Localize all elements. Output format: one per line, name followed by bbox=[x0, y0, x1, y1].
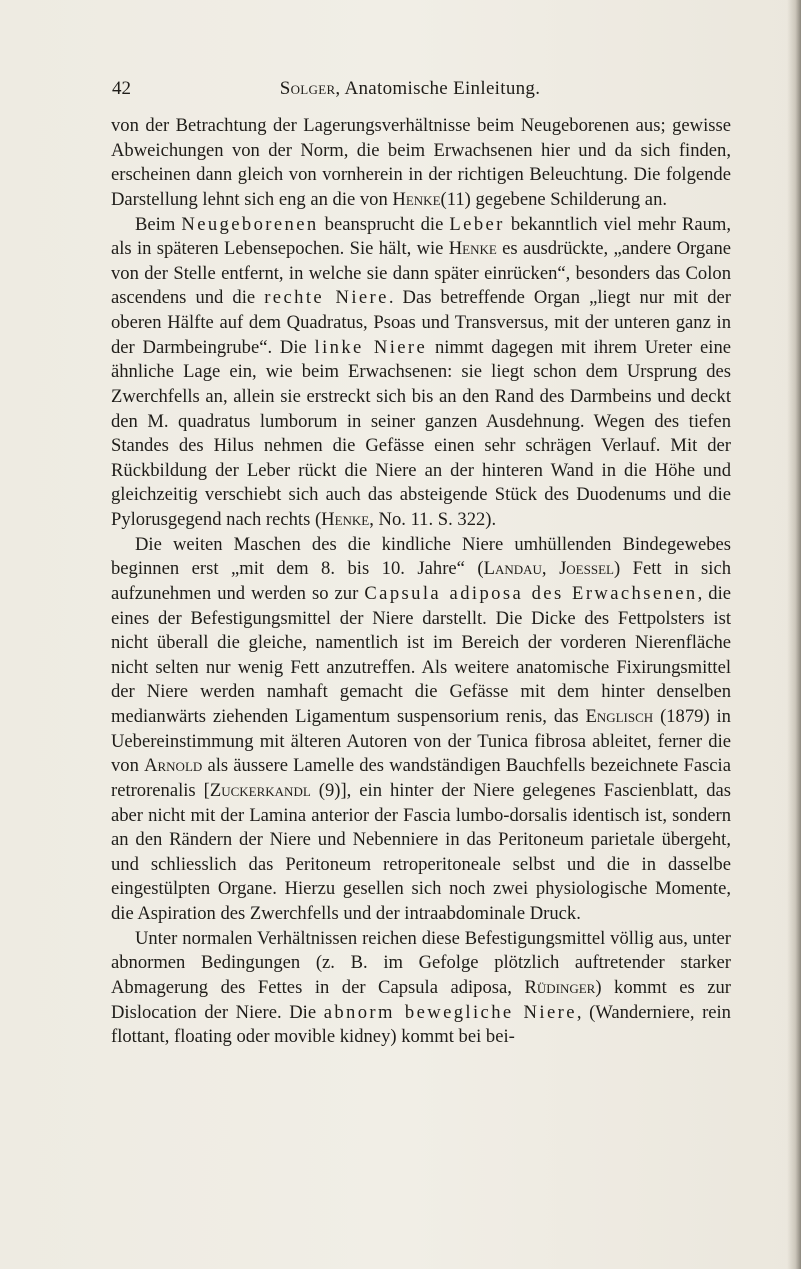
spaced-term: Capsula adiposa des Erwachsenen bbox=[364, 582, 698, 604]
text-span: von der Betrachtung der Lagerungsverhältnisse beim Neugeborenen aus; gewisse Abweichungen von der Norm, die beim Erwachsenen hier und da sich finden, erscheinen dann gleich von vornherein in der richtigen Beleuchtung. Die folgende Darstellung lehnt sich eng an die von bbox=[111, 115, 731, 210]
text-span: Beim bbox=[135, 213, 182, 235]
paragraph-3 bbox=[111, 533, 731, 927]
text-span: , bbox=[541, 558, 560, 580]
spaced-term: abnorm bewegliche Niere bbox=[323, 1001, 577, 1023]
author-ref: Arnold bbox=[144, 755, 203, 777]
page-edge-shadow bbox=[787, 0, 801, 1269]
text-span: , No. 11. S. 322). bbox=[369, 509, 497, 530]
running-header bbox=[100, 78, 720, 106]
running-title bbox=[100, 78, 720, 100]
author-ref: Englisch bbox=[585, 706, 654, 727]
author-ref: Joessel bbox=[559, 558, 614, 580]
text-span: ) kommt es zur Dislocation der Niere. Die bbox=[111, 976, 731, 1023]
author-ref: Rüdinger bbox=[524, 976, 596, 998]
spaced-term: rechte Niere bbox=[264, 287, 389, 309]
text-span: , die eines der Befestigungsmittel der Niere darstellt. Die Dicke des Fettpolsters ist nicht überall die gleiche, namentlich ist im Bereich der vorderen Nierenfläche nicht selten nur wenig Fett anzutreffen. Als weitere anatomische Fixirungsmittel der Niere werden namhaft gemacht die Gefässe mit dem hinter denselben medianwärts ziehenden Ligamentum suspensorium renis, das bbox=[111, 582, 732, 727]
text-span: (1879) in Uebereinstimmung mit älteren Autoren von der Tunica fibrosa ableitet, ferner die von bbox=[111, 706, 731, 777]
text-span: beansprucht die bbox=[318, 213, 450, 235]
author-ref: Landau bbox=[483, 558, 542, 580]
page-number: 42 bbox=[112, 78, 131, 99]
title-rest: , Anatomische Einleitung. bbox=[335, 78, 541, 99]
author-ref: Henke bbox=[392, 188, 441, 210]
text-span: (9)], ein hinter der Niere gelegenes Fascienblatt, das aber nicht mit der Lamina anterior der Fascia lumbo-dorsalis identisch ist, sondern an den Rändern der Niere und Nebenniere in das Peritoneum parietale übergeht, und schliesslich das Peritoneum retroperitoneale selbst und die in dasselbe eingestülpten Organe. Hierzu gesellen sich noch zwei physiologische Momente, die Aspiration des Zwerchfells und der intraabdominale Druck. bbox=[111, 779, 731, 924]
text-span: nimmt dagegen mit ihrem Ureter eine ähnliche Lage ein, wie beim Erwachsenen: sie liegt schon dem Ursprung des Zwerchfells an, allein sie erstreckt sich bis an den Rand des Darmbeins und deckt den M. quadratus lumborum in seiner ganzen Ausdehnung. Wegen des tiefen Standes des Hilus nehmen die Gefässe einen sehr schrägen Verlauf. Mit der Rückbildung der Leber rückt die Niere an der hinteren Wand in die Höhe und gleichzeitig verschiebt sich auch das absteigende Stück des Duodenums und die Pylorusgegend nach rechts ( bbox=[111, 336, 731, 530]
author-name: Solger bbox=[279, 78, 336, 99]
spaced-term: Neugeborenen bbox=[181, 213, 319, 235]
ref-number: (11) bbox=[440, 188, 471, 210]
spaced-term: linke Niere bbox=[314, 336, 428, 358]
text-span: , (Wanderniere, rein flottant, floating oder movible kidney) kommt bei bei- bbox=[111, 1001, 731, 1048]
author-ref: Zuckerkandl bbox=[209, 779, 311, 801]
text-span: Die weiten Maschen des die kindliche Niere umhüllenden Bindegewebes beginnen erst „mit dem 8. bis 10. Jahre“ ( bbox=[111, 533, 731, 580]
author-ref: Henke bbox=[448, 238, 497, 260]
text-span: . Das betreffende Organ „liegt nur mit der oberen Hälfte auf dem Quadratus, Psoas und Transversus, mit der unteren ganz in der Darmbeingrube“. Die bbox=[111, 287, 731, 358]
spaced-term: Leber bbox=[449, 213, 505, 235]
text-span: ) Fett in sich aufzunehmen und werden so zur bbox=[111, 558, 732, 604]
author-ref: Henke bbox=[321, 509, 370, 530]
text-span: als äussere Lamelle des wandständigen Bauchfells bezeichnete Fascia retrorenalis [ bbox=[111, 755, 731, 801]
paragraph-1 bbox=[111, 114, 731, 213]
text-span: bekanntlich viel mehr Raum, als in späteren Lebensepochen. Sie hält, wie bbox=[111, 213, 731, 260]
body-text bbox=[111, 114, 731, 1050]
text-span: es ausdrückte, „andere Organe von der Stelle entfernt, in welche sie dann später einrücken“, besonders das Colon ascendens und die bbox=[111, 238, 731, 309]
text-span: gegebene Schilderung an. bbox=[470, 188, 668, 210]
paragraph-4 bbox=[111, 927, 731, 1050]
paragraph-2 bbox=[111, 213, 731, 533]
text-span: Unter normalen Verhältnissen reichen diese Befestigungsmittel völlig aus, unter abnormen Bedingungen (z. B. im Gefolge plötzlich auftretender starker Abmagerung des Fettes in der Capsula adiposa, bbox=[111, 927, 731, 998]
